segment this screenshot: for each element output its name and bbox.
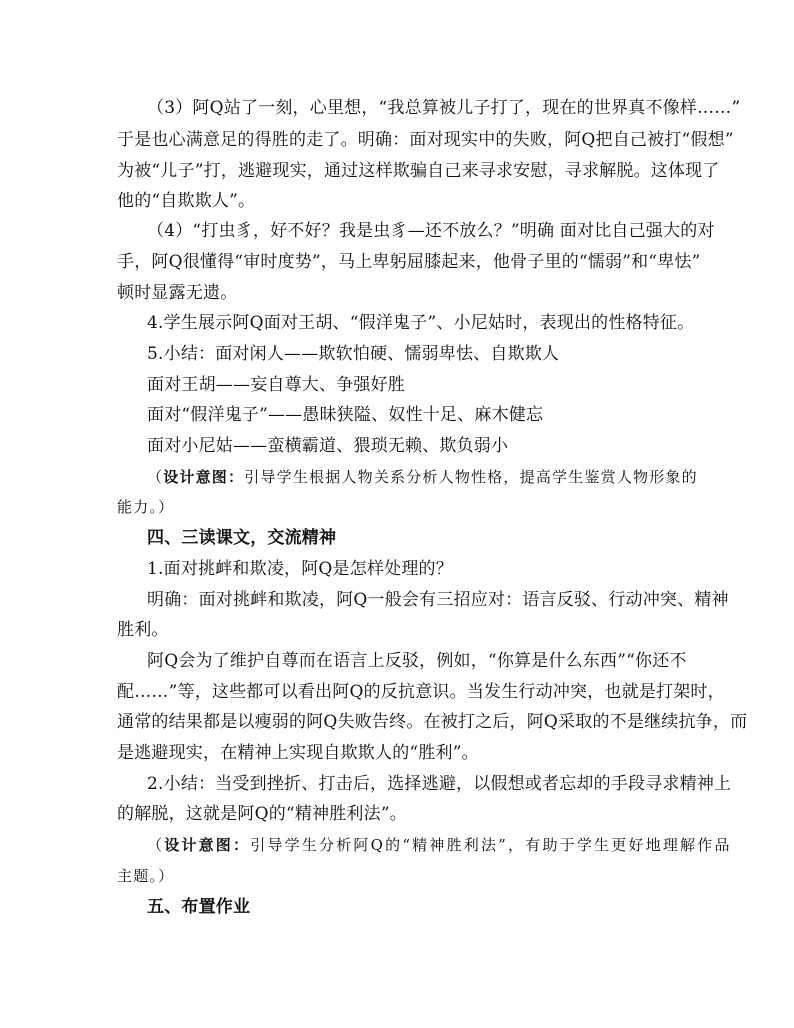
paragraph-line: 他的“自欺欺人”。 xyxy=(117,191,256,211)
design-note-label: 设计意图： xyxy=(164,836,251,854)
summary-line: 面对王胡——妄自尊大、争强好胜 xyxy=(147,375,405,395)
section-heading: 四、三读课文，交流精神 xyxy=(147,528,337,548)
paragraph-line: 通常的结果都是以瘦弱的阿Q失败告终。在被打之后，阿Q采取的不是继续抗争，而 xyxy=(117,712,748,732)
paragraph-line: 手，阿Q很懂得“审时度势”，马上卑躬屈膝起来，他骨子里的“懦弱”和“卑怯” xyxy=(117,252,701,272)
design-note-text: 引导学生根据人物关系分析人物性格，提高学生鉴赏人物形象的 xyxy=(244,468,698,486)
paragraph-line: 4.学生展示阿Q面对王胡、“假洋鬼子”、小尼姑时，表现出的性格特征。 xyxy=(147,313,695,333)
summary-line: 面对“假洋鬼子”——愚昧狭隘、奴性十足、麻木健忘 xyxy=(147,405,544,425)
design-note-continuation: 能力。） xyxy=(117,498,175,516)
paragraph-line: 于是也心满意足的得胜的走了。明确：面对现实中的失败，阿Q把自己被打“假想” xyxy=(117,130,734,150)
paragraph-line: 配……”等，这些都可以看出阿Q的反抗意识。当发生行动冲突，也就是打架时， xyxy=(117,682,725,702)
paragraph-line: 明确：面对挑衅和欺凌，阿Q一般会有三招应对：语言反驳、行动冲突、精神 xyxy=(147,590,729,610)
paragraph-line: （3）阿Q站了一刻，心里想，“我总算被儿子打了，现在的世界真不像样……” xyxy=(147,98,741,118)
design-note xyxy=(147,467,698,487)
paragraph-line: （4）“打虫豸，好不好？我是虫豸—还不放么？”明确 面对比自己强大的对 xyxy=(147,221,715,241)
summary-line: 5.小结：面对闲人——欺软怕硬、懦弱卑怯、自欺欺人 xyxy=(147,344,560,364)
design-note-text: 引导学生分析阿Q的“精神胜利法”，有助于学生更好地理解作品 xyxy=(250,836,732,854)
question-line: 1.面对挑衅和欺凌，阿Q是怎样处理的？ xyxy=(147,559,453,579)
section-heading: 五、布置作业 xyxy=(147,897,251,917)
design-note-continuation: 主题。） xyxy=(117,867,175,885)
design-note-open: （ xyxy=(147,836,165,854)
paragraph-line: 胜利。 xyxy=(117,620,169,640)
paragraph-line: 2.小结：当受到挫折、打击后，选择逃避，以假想或者忘却的手段寻求精神上 xyxy=(147,774,732,794)
summary-line: 面对小尼姑——蛮横霸道、猥琐无赖、欺负弱小 xyxy=(147,436,509,456)
design-note-label: 设计意图： xyxy=(163,468,245,486)
paragraph-line: 阿Q会为了维护自尊而在语言上反驳，例如，“你算是什么东西”“你还不 xyxy=(147,651,687,671)
design-note xyxy=(147,835,732,855)
paragraph-line: 为被“儿子”打，逃避现实，通过这样欺骗自己来寻求安慰，寻求解脱。这体现了 xyxy=(117,161,720,181)
paragraph-line: 顿时显露无遗。 xyxy=(117,283,238,303)
paragraph-line: 是逃避现实，在精神上实现自欺欺人的“胜利”。 xyxy=(117,743,479,763)
paragraph-line: 的解脱，这就是阿Q的“精神胜利法”。 xyxy=(117,804,407,824)
design-note-open: （ xyxy=(147,468,164,486)
